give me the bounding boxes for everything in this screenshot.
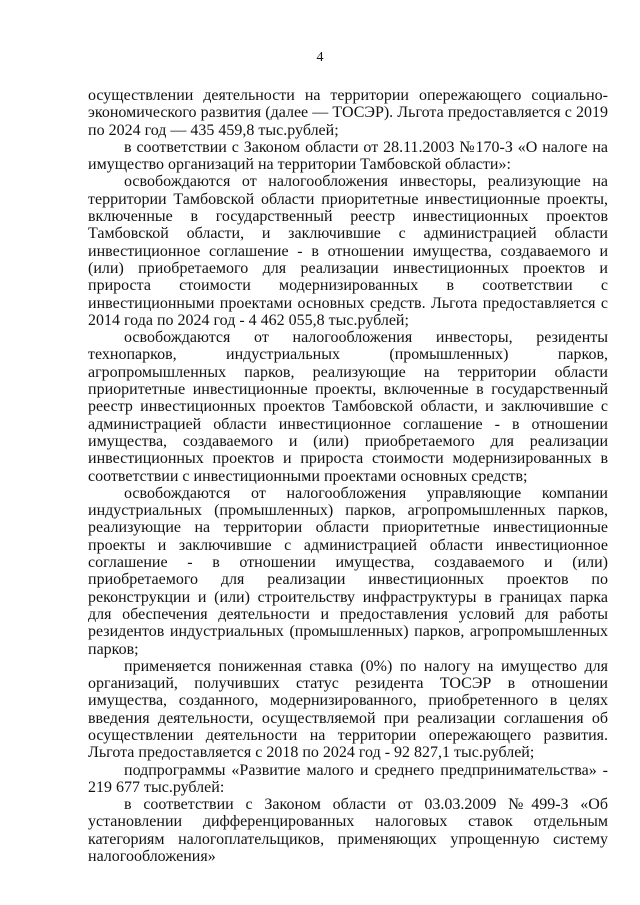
paragraph-park-residents-exemption: освобождаются от налогообложения инвесторы, резиденты технопарков, индустриальных (промышленных) парков, агропромышленных парков, реализующие на территории области приоритетные инвестиционные проекты, включенные в государственный реестр инвестиционных проектов Тамбовской области, и заключившие с администрацией области инвестиционное соглашение - в отношении имущества, создаваемого и (или) приобретаемого для реализации инвестиционных проектов и прироста стоимости модернизированных в соответствии с инвестиционными проектами основных средств; — [88, 329, 608, 485]
paragraph-tocer-continuation: осуществлении деятельности на территории опережающего социально-экономического развития (далее — ТОСЭР). Льгота предоставляется с 2019 по 2024 год — 435 459,8 тыс.рублей; — [88, 87, 608, 139]
paragraph-investors-exemption: освобождаются от налогообложения инвесторы, реализующие на территории Тамбовской области приоритетные инвестиционные проекты, включенные в государственный реестр инвестиционных проектов Тамбовской области, и заключившие с администрацией области инвестиционное соглашение - в отношении имущества, создаваемого и (или) приобретаемого для реализации инвестиционных проектов и прироста стоимости модернизированных в соответствии с инвестиционными проектами основных средств. Льгота предоставляется с 2014 года по 2024 год - 4 462 055,8 тыс.рублей; — [88, 173, 608, 329]
document-body — [88, 87, 608, 865]
paragraph-simplified-taxation-law: в соответствии с Законом области от 03.03.2009 №499-З «Об установлении дифференцированных налоговых ставок отдельным категориям налогоплательщиков, применяющих упрощенную систему налогообложения» — [88, 796, 608, 866]
paragraph-management-companies-exemption: освобождаются от налогообложения управляющие компании индустриальных (промышленных) парков, агропромышленных парков, реализующие на территории области приоритетные инвестиционные проекты и заключившие с администрацией области инвестиционное соглашение - в отношении имущества, создаваемого и (или) приобретаемого для реализации инвестиционных проектов по реконструкции и (или) строительству инфраструктуры в границах парка для обеспечения деятельности и предоставления условий для работы резидентов индустриальных (промышленных) парков, агропромышленных парков; — [88, 484, 608, 658]
page-number: 4 — [316, 50, 324, 65]
paragraph-sme-subprogram: подпрограммы «Развитие малого и среднего предпринимательства» - 219 677 тыс.рублей: — [88, 761, 608, 796]
paragraph-property-tax-law: в соответствии с Законом области от 28.11.2003 №170-З «О налоге на имущество организаций на территории Тамбовской области»: — [88, 138, 608, 174]
paragraph-reduced-rate: применяется пониженная ставка (0%) по налогу на имущество для организаций, получивших статус резидента ТОСЭР в отношении имущества, созданного, модернизированного, приобретенного в целях введения деятельности, осуществляемой при реализации соглашения об осуществлении деятельности на территории опережающего развития. Льгота предоставляется с 2018 по 2024 год - 92 827,1 тыс.рублей; — [88, 657, 608, 762]
